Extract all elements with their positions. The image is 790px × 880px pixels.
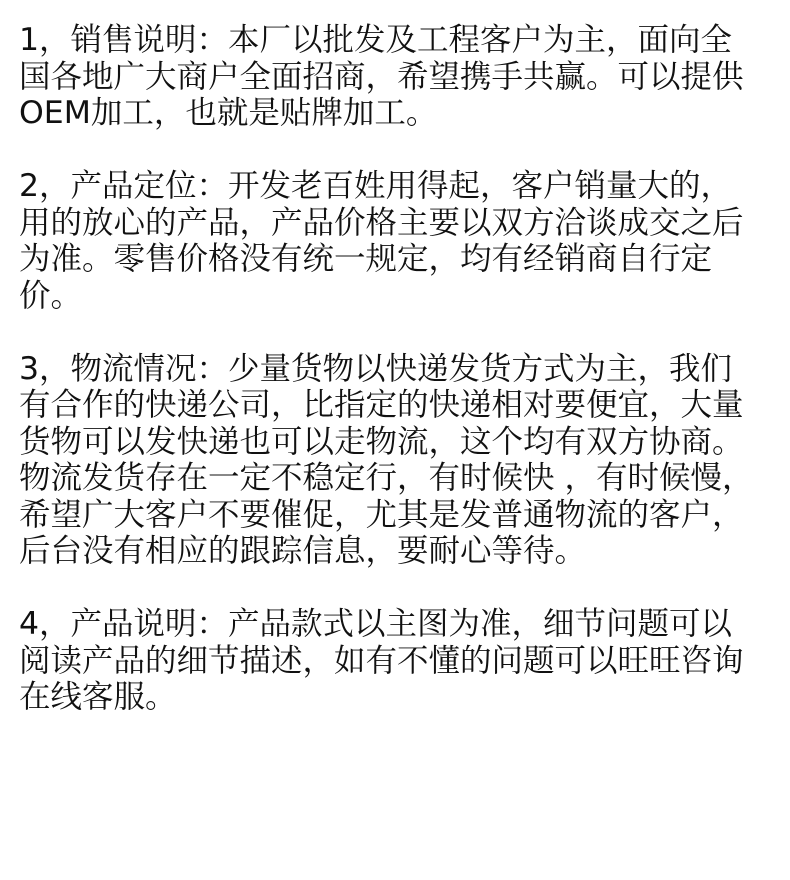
text-line: 1，销售说明：本厂以批发及工程客户为主，面向全	[19, 22, 733, 58]
section-logistics	[19, 351, 779, 570]
text-line: 希望广大客户不要催促，尤其是发普通物流的客户，	[19, 496, 744, 533]
text-line: 国各地广大商户全面招商，希望携手共赢。可以提供	[19, 58, 744, 95]
text-line: 3，物流情况：少量货物以快递发货方式为主，我们	[19, 350, 733, 387]
text-line: 价。	[19, 277, 83, 314]
section-product-positioning	[19, 168, 779, 314]
text-line: 用的放心的产品，产品价格主要以双方洽谈成交之后	[19, 204, 744, 241]
text-line: 货物可以发快递也可以走物流，这个均有双方协商。	[19, 423, 744, 460]
text-line: 物流发货存在一定不稳定行，有时候快 ，有时候慢，	[19, 460, 754, 496]
text-line: 阅读产品的细节描述，如有不懂的问题可以旺旺咨询	[19, 642, 744, 679]
section-sales-notes	[19, 22, 779, 132]
text-line: 2，产品定位：开发老百姓用得起，客户销量大的，	[19, 168, 733, 204]
text-line: 为准。零售价格没有统一规定，均有经销商自行定	[19, 241, 713, 277]
text-line: OEM加工，也就是贴牌加工。	[19, 95, 438, 131]
text-line: 有合作的快递公司，比指定的快递相对要便宜，大量	[19, 387, 744, 423]
notice-text-block	[19, 22, 779, 716]
text-line: 4，产品说明：产品款式以主图为准，细节问题可以	[19, 606, 733, 642]
text-line: 后台没有相应的跟踪信息，要耐心等待。	[19, 533, 587, 569]
section-product-description	[19, 606, 779, 716]
text-line: 在线客服。	[19, 679, 177, 715]
